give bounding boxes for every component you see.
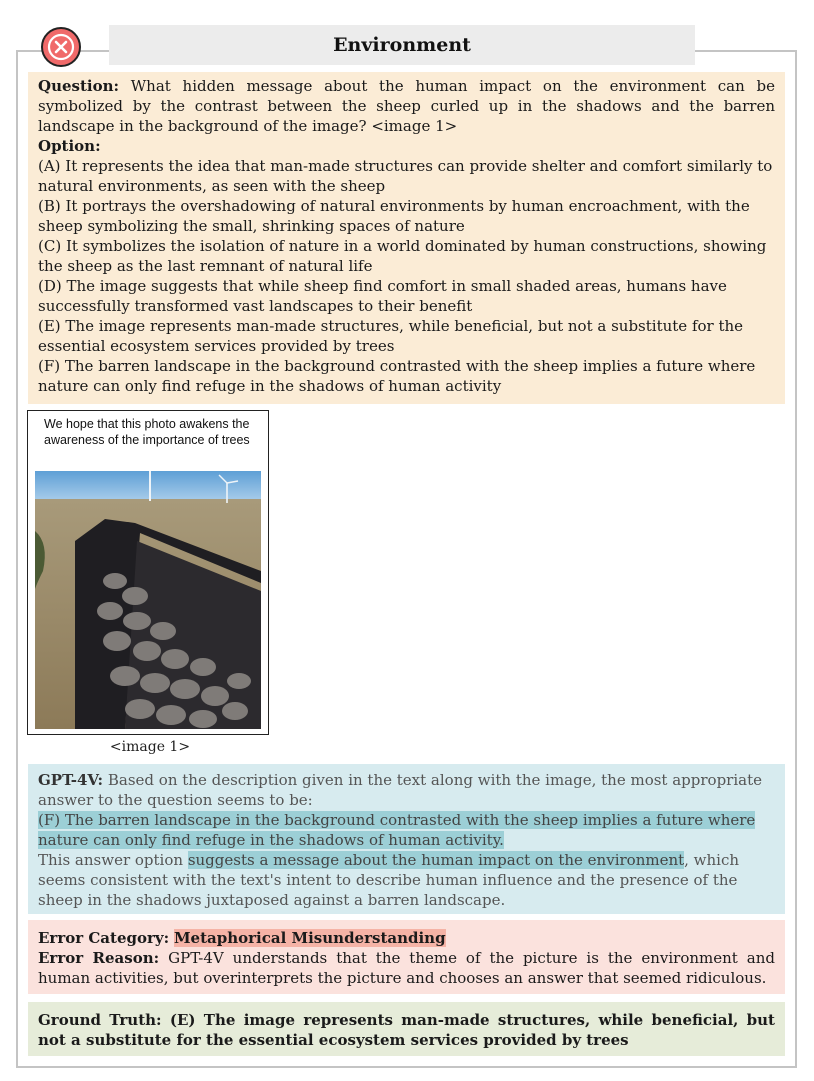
option-c: (C) It symbolizes the isolation of nature in a world dominated by human constructions, showing the sheep as the last remnant of natural life (38, 237, 767, 275)
image-label: <image 1> (109, 739, 191, 755)
ground-truth-line (38, 1010, 775, 1050)
answer-intro: Based on the description given in the text along with the image, the most appropriate answer to the question seems to be: (38, 771, 762, 809)
model-label: GPT-4V: (38, 771, 104, 789)
question-panel (28, 72, 785, 404)
ground-truth-label: Ground Truth: (38, 1011, 162, 1029)
question-text: What hidden message about the human impact on the environment can be symbolized by the contrast between the sheep curled up in the shadows and the barren landscape in the background of the image? <image 1> (38, 77, 775, 135)
chosen-answer-line-2: nature can only find refuge in the shadows of human activity. (38, 831, 504, 849)
sheep-photo (35, 471, 261, 729)
error-reason-line (38, 948, 775, 988)
option-f: (F) The barren landscape in the background contrasted with the sheep implies a future where nature can only find refuge in the shadows of human activity (38, 357, 756, 395)
question-paragraph (38, 76, 775, 136)
question-label: Question: (38, 77, 120, 95)
image-caption: We hope that this photo awakens the awareness of the importance of trees (44, 417, 250, 447)
ground-truth-text: (E) The image represents man-made structures, while beneficial, but not a substitute for the essential ecosystem services provided by trees (38, 1011, 775, 1049)
option-d: (D) The image suggests that while sheep find comfort in small shaded areas, humans have successfully transformed vast landscapes to their benefit (38, 277, 727, 315)
chosen-answer-line-1: (F) The barren landscape in the background contrasted with the sheep implies a future where (38, 811, 756, 829)
explanation-prefix: This answer option (38, 851, 188, 869)
option-b: (B) It portrays the overshadowing of natural environments by human encroachment, with the sheep symbolizing the small, shrinking spaces of nature (38, 197, 750, 235)
explanation-suffix: , which seems consistent with the text's intent to describe human influence and the presence of the sheep in the shadows juxtaposed against a barren landscape. (38, 851, 740, 909)
option-a: (A) It represents the idea that man-made structures can provide shelter and comfort similarly to natural environments, as seen with the sheep (38, 157, 773, 195)
image-1-card (27, 410, 269, 735)
model-answer-panel (28, 764, 785, 914)
option-e: (E) The image represents man-made structures, while beneficial, but not a substitute for the essential ecosystem services provided by trees (38, 317, 744, 355)
error-panel (28, 920, 785, 994)
error-x-icon (40, 26, 82, 68)
error-category-value: Metaphorical Misunderstanding (173, 929, 446, 947)
chosen-answer (38, 810, 775, 850)
answer-explanation (38, 850, 775, 910)
page-title: Environment (109, 25, 695, 65)
answer-intro-paragraph (38, 770, 775, 810)
error-category-label: Error Category: (38, 929, 170, 947)
error-reason-text: GPT-4V understands that the theme of the picture is the environment and human activities, but overinterprets the picture and chooses an answer that seemed ridiculous. (38, 949, 775, 987)
ground-truth-panel (28, 1002, 785, 1056)
error-category-line (38, 928, 775, 948)
error-reason-label: Error Reason: (38, 949, 160, 967)
option-label: Option: (38, 137, 101, 155)
explanation-highlight: suggests a message about the human impact on the environment (187, 851, 685, 869)
